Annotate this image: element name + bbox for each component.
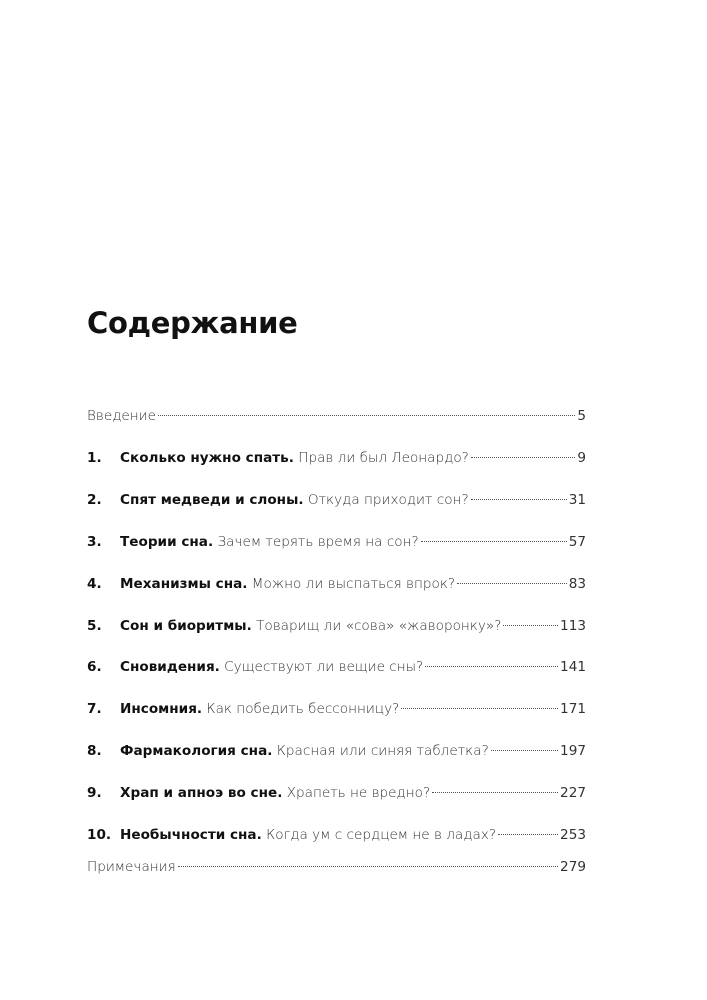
entry-page-number: 171 — [560, 701, 586, 717]
chapter-subtitle: Откуда приходит сон? — [307, 492, 469, 508]
chapter-title: Теории сна. — [120, 534, 214, 550]
entry-page-number: 31 — [568, 492, 586, 508]
dot-leader — [158, 415, 575, 416]
chapter-number: 7. — [87, 701, 102, 717]
chapter-subtitle: Товарищ ли «сова» «жаворонку»? — [256, 618, 502, 634]
chapter-number: 5. — [87, 618, 102, 634]
toc-entry-notes[interactable] — [87, 857, 586, 877]
dot-leader — [457, 583, 567, 584]
chapter-subtitle: Красная или синяя таблетка? — [276, 743, 489, 759]
entry-page-number: 5 — [577, 408, 586, 424]
entry-page-number: 197 — [560, 743, 586, 759]
toc-entry-chapter-2[interactable] — [87, 490, 586, 510]
chapter-title: Спят медведи и слоны. — [120, 492, 304, 508]
chapter-number: 4. — [87, 576, 102, 592]
dot-leader — [491, 750, 558, 751]
chapter-title: Сколько нужно спать. — [120, 450, 294, 466]
chapter-subtitle: Храпеть не вредно? — [286, 785, 431, 801]
chapter-subtitle: Когда ум с сердцем не в ладах? — [266, 827, 497, 843]
toc-entry-chapter-4[interactable] — [87, 574, 586, 594]
entry-page-number: 253 — [560, 827, 586, 843]
toc-entry-chapter-5[interactable] — [87, 616, 586, 636]
entry-page-number: 279 — [560, 859, 586, 875]
chapter-title: Механизмы сна. — [120, 576, 248, 592]
chapter-number: 6. — [87, 659, 102, 675]
chapter-subtitle: Прав ли был Леонардо? — [298, 450, 469, 466]
chapter-title: Фармакология сна. — [120, 743, 273, 759]
entry-title: Примечания — [87, 859, 176, 875]
toc-entry-chapter-6[interactable] — [87, 657, 586, 677]
toc-entry-introduction[interactable] — [87, 406, 586, 426]
entry-page-number: 9 — [577, 450, 586, 466]
toc-entry-chapter-8[interactable] — [87, 741, 586, 761]
dot-leader — [503, 625, 558, 626]
toc-entry-chapter-7[interactable] — [87, 699, 586, 719]
toc-entry-chapter-3[interactable] — [87, 532, 586, 552]
chapter-subtitle: Существуют ли вещие сны? — [224, 659, 424, 675]
chapter-number: 1. — [87, 450, 102, 466]
entry-page-number: 57 — [568, 534, 586, 550]
chapter-subtitle: Зачем терять время на сон? — [217, 534, 419, 550]
chapter-title: Необычности сна. — [120, 827, 262, 843]
entry-title: Введение — [87, 408, 157, 424]
dot-leader — [401, 708, 558, 709]
dot-leader — [471, 499, 567, 500]
entry-page-number: 227 — [560, 785, 586, 801]
dot-leader — [471, 457, 575, 458]
dot-leader — [421, 541, 567, 542]
dot-leader — [425, 666, 558, 667]
chapter-title: Сновидения. — [120, 659, 220, 675]
chapter-title: Сон и биоритмы. — [120, 618, 252, 634]
chapter-number: 10. — [87, 827, 112, 843]
chapter-number: 8. — [87, 743, 102, 759]
entry-page-number: 113 — [560, 618, 586, 634]
entry-page-number: 83 — [568, 576, 586, 592]
page-title: Содержание — [87, 306, 298, 340]
chapter-number: 2. — [87, 492, 102, 508]
dot-leader — [498, 834, 558, 835]
toc-entry-chapter-9[interactable] — [87, 783, 586, 803]
chapter-number: 3. — [87, 534, 102, 550]
chapter-number: 9. — [87, 785, 102, 801]
toc-entry-chapter-10[interactable] — [87, 825, 586, 845]
chapter-subtitle: Как победить бессонницу? — [206, 701, 400, 717]
chapter-subtitle: Можно ли выспаться впрок? — [251, 576, 456, 592]
toc-entry-chapter-1[interactable] — [87, 448, 586, 468]
entry-page-number: 141 — [560, 659, 586, 675]
chapter-title: Инсомния. — [120, 701, 203, 717]
chapter-title: Храп и апноэ во сне. — [120, 785, 283, 801]
dot-leader — [178, 866, 558, 867]
dot-leader — [432, 792, 558, 793]
